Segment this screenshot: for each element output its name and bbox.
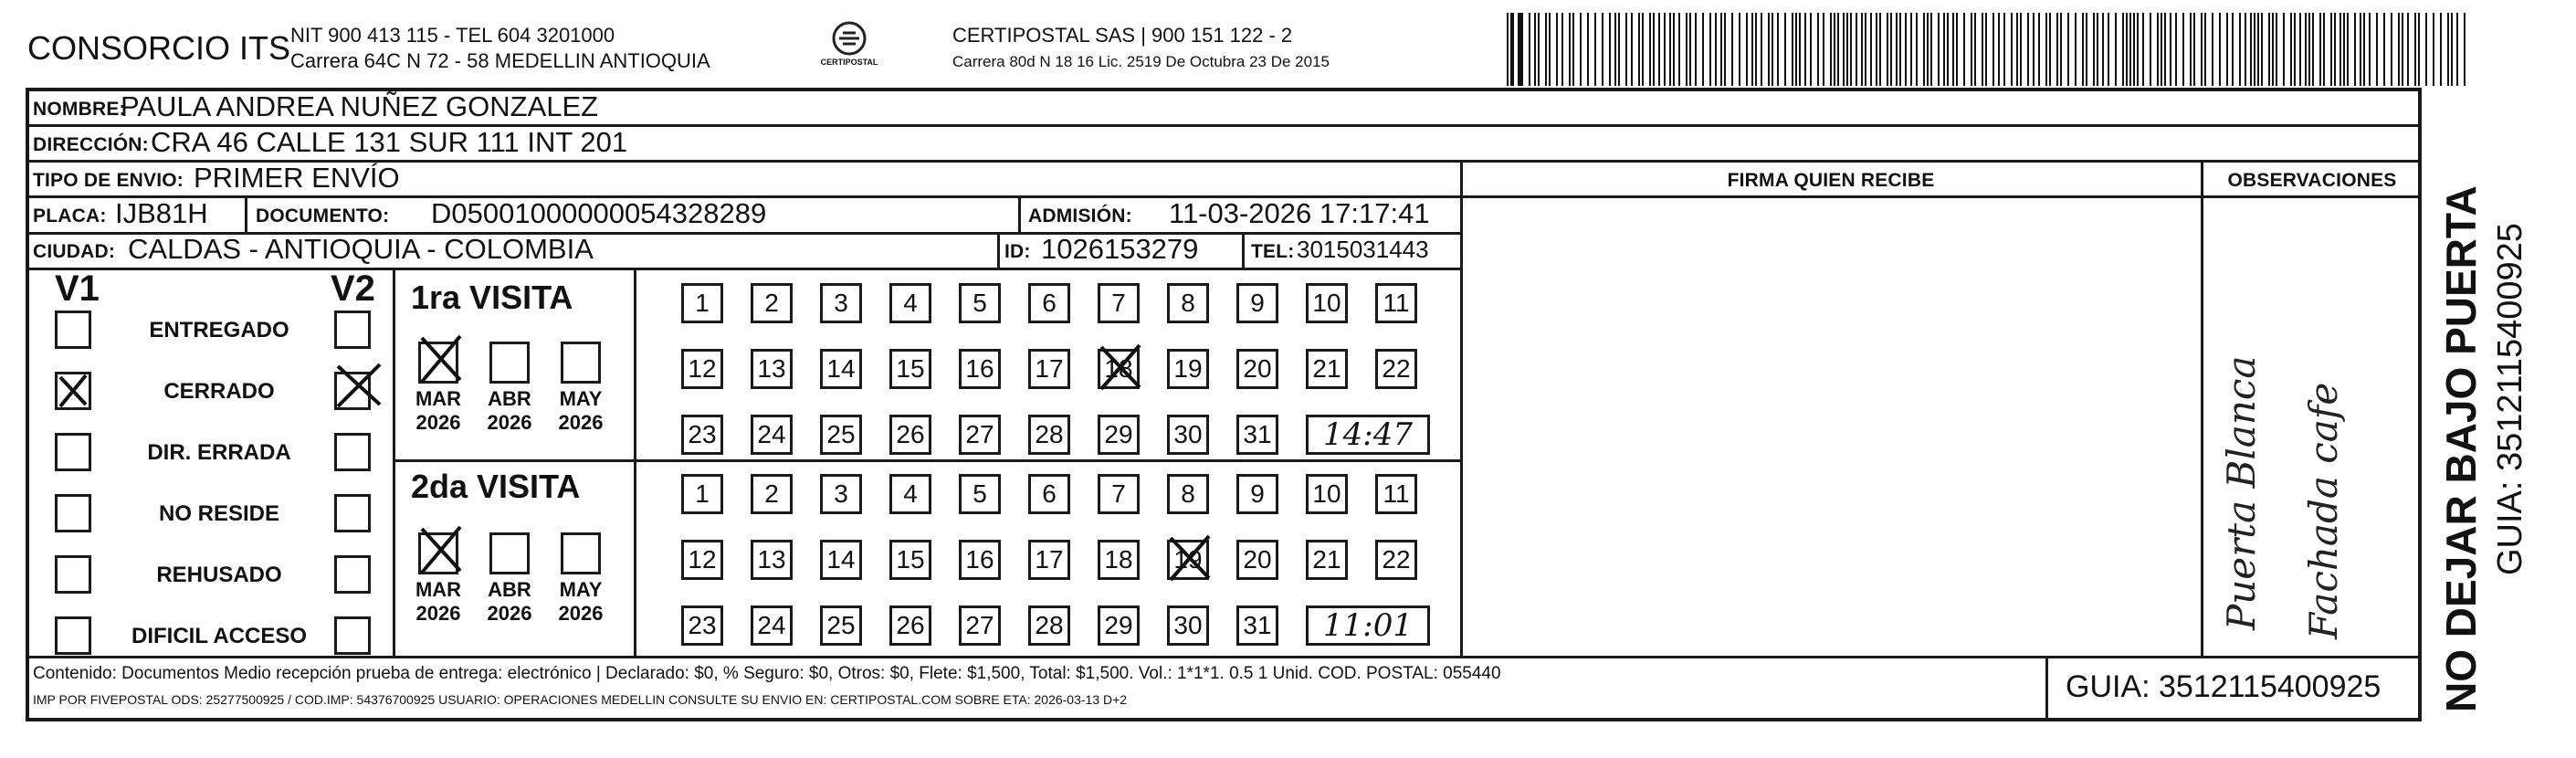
month-year: 2026 (558, 602, 604, 625)
day-box[interactable]: 21 (1306, 349, 1348, 389)
day-box[interactable]: 16 (959, 349, 1001, 389)
tipo-envio-value: PRIMER ENVÍO (194, 162, 400, 194)
v2-checkbox[interactable] (334, 616, 371, 655)
day-box[interactable]: 5 (959, 474, 1001, 514)
tel-label: TEL: (1251, 241, 1295, 262)
id-value: 1026153279 (1041, 233, 1199, 265)
day-box[interactable]: 30 (1167, 605, 1209, 646)
v1-checkbox[interactable] (55, 555, 91, 594)
month-check-mark (418, 334, 464, 384)
day-box[interactable]: 20 (1236, 349, 1278, 389)
id-label: ID: (1004, 241, 1031, 262)
day-box[interactable]: 3 (820, 474, 862, 514)
footer-imp: IMP POR FIVEPOSTAL ODS: 25277500925 / COD.IMP: 54376700925 USUARIO: OPERACIONES MEDELLIN CONSULTE SU ENVIO EN: CERTIPOSTAL.COM SOBRE ETA: 2026-03-13 D+2 (33, 692, 1128, 707)
day-box[interactable]: 7 (1098, 474, 1140, 514)
side-guia: GUIA: 3512115400925 (2491, 223, 2529, 575)
company-nit: NIT 900 413 115 - TEL 604 3201000 (290, 24, 615, 47)
month-name: MAR (415, 578, 462, 601)
day-box[interactable]: 4 (889, 283, 931, 323)
day-box[interactable]: 5 (959, 283, 1001, 323)
v1-checkbox[interactable] (55, 311, 91, 349)
visit2-title: 2da VISITA (411, 468, 581, 505)
status-label: CERRADO (163, 379, 275, 404)
day-mark (1167, 534, 1213, 582)
month-year: 2026 (487, 411, 532, 434)
month-name: ABR (488, 387, 531, 410)
status-label: ENTREGADO (149, 318, 289, 342)
day-box[interactable]: 18 (1098, 349, 1140, 389)
status-label: REHUSADO (156, 563, 282, 587)
v2-check-mark (334, 363, 384, 408)
month-label (402, 387, 475, 435)
firma-label: FIRMA QUIEN RECIBE (1727, 170, 1935, 191)
day-box[interactable]: 19 (1167, 540, 1209, 580)
placa-value: IJB81H (115, 197, 208, 229)
v1-check-mark (57, 374, 89, 408)
admision-value: 11-03-2026 17:17:41 (1169, 197, 1430, 229)
day-box[interactable]: 4 (889, 474, 931, 514)
day-mark (1098, 343, 1143, 391)
documento-label: DOCUMENTO: (256, 205, 390, 226)
tel-value: 3015031443 (1297, 236, 1429, 263)
day-box[interactable]: 9 (1236, 474, 1278, 514)
ciudad-value: CALDAS - ANTIOQUIA - COLOMBIA (128, 233, 594, 265)
v2-checkbox[interactable] (334, 433, 371, 471)
day-box[interactable]: 27 (959, 605, 1001, 646)
certipostal-logo-icon (828, 20, 870, 57)
month-checkbox[interactable] (489, 532, 530, 574)
v1-label: V1 (55, 268, 100, 309)
tipo-envio-label: TIPO DE ENVIO: (33, 170, 184, 191)
day-box[interactable]: 16 (959, 540, 1001, 580)
day-box[interactable]: 21 (1306, 540, 1348, 580)
day-box[interactable]: 29 (1098, 415, 1140, 455)
day-box[interactable]: 14 (820, 349, 862, 389)
day-box[interactable]: 10 (1306, 474, 1348, 514)
day-box[interactable]: 7 (1098, 283, 1140, 323)
day-box[interactable]: 9 (1236, 283, 1278, 323)
month-year: 2026 (487, 602, 532, 625)
observacion-handwritten-1: Puerta Blanca (2219, 355, 2264, 630)
day-box[interactable]: 30 (1167, 415, 1209, 455)
day-box[interactable]: 12 (681, 540, 723, 580)
day-box[interactable]: 24 (751, 415, 793, 455)
company-address: Carrera 64C N 72 - 58 MEDELLIN ANTIOQUIA (290, 49, 710, 72)
day-box[interactable]: 23 (681, 415, 723, 455)
day-box[interactable]: 25 (820, 415, 862, 455)
day-box[interactable]: 1 (681, 283, 723, 323)
month-label (402, 578, 475, 626)
direccion-value: CRA 46 CALLE 131 SUR 111 INT 201 (151, 126, 628, 158)
day-box[interactable]: 8 (1167, 474, 1209, 514)
admision-label: ADMISIÓN: (1028, 205, 1132, 226)
visit-time: 14:47 (1306, 415, 1430, 455)
footer-guia: GUIA: 3512115400925 (2066, 669, 2381, 704)
observacion-handwritten-2: Fachada cafe (2301, 382, 2346, 639)
month-checkbox[interactable] (561, 532, 601, 574)
day-box[interactable]: 18 (1098, 540, 1140, 580)
day-box[interactable]: 26 (889, 415, 931, 455)
carrier-line2: Carrera 80d N 18 16 Lic. 2519 De Octubra 23 De 2015 (952, 53, 1330, 70)
v2-checkbox[interactable] (334, 555, 371, 594)
visit-time: 11:01 (1306, 605, 1430, 646)
status-label: DIFICIL ACCESO (131, 624, 307, 648)
day-box[interactable]: 26 (889, 605, 931, 646)
certipostal-logo-text: CERTIPOSTAL (820, 58, 878, 67)
month-name: MAY (559, 578, 603, 601)
v2-label: V2 (331, 268, 375, 309)
day-box[interactable]: 8 (1167, 283, 1209, 323)
v2-checkbox[interactable] (334, 311, 371, 349)
day-box[interactable]: 15 (889, 540, 931, 580)
carrier-line1: CERTIPOSTAL SAS | 900 151 122 - 2 (952, 24, 1293, 47)
month-label (544, 578, 617, 626)
day-box[interactable]: 17 (1028, 540, 1070, 580)
nombre-value: PAULA ANDREA NUÑEZ GONZALEZ (121, 90, 599, 122)
month-name: MAY (559, 387, 603, 410)
month-name: MAR (415, 387, 462, 410)
ciudad-label: CIUDAD: (33, 241, 116, 262)
day-box[interactable]: 31 (1236, 415, 1278, 455)
day-box[interactable]: 25 (820, 605, 862, 646)
barcode (1507, 13, 2475, 86)
day-box[interactable]: 27 (959, 415, 1001, 455)
company-name: CONSORCIO ITS (27, 29, 291, 67)
day-box[interactable]: 3 (820, 283, 862, 323)
v1-checkbox[interactable] (55, 616, 91, 655)
month-checkbox[interactable] (561, 342, 601, 384)
day-box[interactable]: 22 (1375, 349, 1417, 389)
day-box[interactable]: 17 (1028, 349, 1070, 389)
day-box[interactable]: 20 (1236, 540, 1278, 580)
month-label (473, 578, 546, 626)
day-box[interactable]: 28 (1028, 605, 1070, 646)
side-warning: NO DEJAR BAJO PUERTA (2437, 185, 2485, 712)
day-box[interactable]: 31 (1236, 605, 1278, 646)
visit1-title: 1ra VISITA (411, 279, 573, 316)
nombre-label: NOMBRE: (33, 99, 126, 120)
day-box[interactable]: 2 (751, 474, 793, 514)
day-box[interactable]: 29 (1098, 605, 1140, 646)
day-box[interactable]: 2 (751, 283, 793, 323)
day-box[interactable]: 19 (1167, 349, 1209, 389)
status-label: DIR. ERRADA (147, 440, 291, 465)
month-year: 2026 (558, 411, 604, 434)
month-name: ABR (488, 578, 531, 601)
day-box[interactable]: 15 (889, 349, 931, 389)
v2-checkbox[interactable] (334, 494, 371, 532)
documento-value: D05001000000054328289 (431, 197, 767, 229)
direccion-label: DIRECCIÓN: (33, 134, 149, 155)
month-label (544, 387, 617, 435)
day-box[interactable]: 12 (681, 349, 723, 389)
month-year: 2026 (415, 602, 461, 625)
v1-checkbox[interactable] (55, 433, 91, 471)
day-box[interactable]: 13 (751, 540, 793, 580)
day-box[interactable]: 13 (751, 349, 793, 389)
observaciones-label: OBSERVACIONES (2227, 170, 2397, 191)
placa-label: PLACA: (33, 205, 107, 226)
month-checkbox[interactable] (489, 342, 530, 384)
day-box[interactable]: 22 (1375, 540, 1417, 580)
day-box[interactable]: 23 (681, 605, 723, 646)
certipostal-logo (804, 20, 895, 75)
day-box[interactable]: 14 (820, 540, 862, 580)
day-box[interactable]: 6 (1028, 283, 1070, 323)
v1-checkbox[interactable] (55, 494, 91, 532)
footer-contenido: Contenido: Documentos Medio recepción prueba de entrega: electrónico | Declarado: $0, % Seguro: $0, Otros: $0, Flete: $1,500, Total: $1,500. Vol.: 1*1*1. 0.5 1 Unid. COD. POSTAL: 055440 (33, 664, 1501, 683)
day-box[interactable]: 10 (1306, 283, 1348, 323)
day-box[interactable]: 6 (1028, 474, 1070, 514)
month-year: 2026 (415, 411, 461, 434)
day-box[interactable]: 11 (1375, 474, 1417, 514)
day-box[interactable]: 28 (1028, 415, 1070, 455)
day-box[interactable]: 11 (1375, 283, 1417, 323)
status-label: NO RESIDE (158, 501, 280, 526)
month-label (473, 387, 546, 435)
day-box[interactable]: 24 (751, 605, 793, 646)
day-box[interactable]: 1 (681, 474, 723, 514)
month-check-mark (418, 525, 464, 574)
